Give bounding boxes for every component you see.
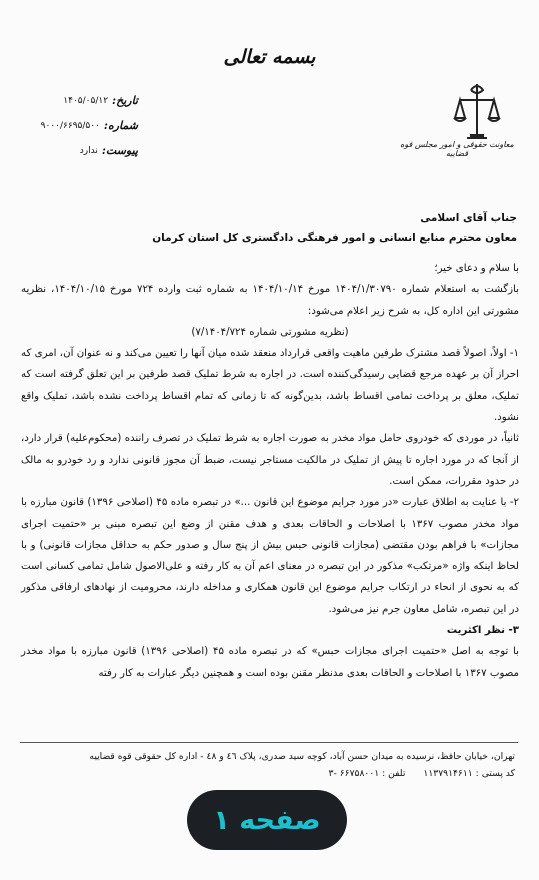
greeting: با سلام و دعای خیر؛ <box>434 263 519 274</box>
page-number-badge: صفحه ۱ <box>187 790 347 850</box>
attachment-value: ندارد <box>79 145 98 156</box>
organization-name: معاونت حقوقی و امور مجلس قوه قضاییه <box>400 140 514 158</box>
postal-code-label: کد پستی : <box>475 768 515 779</box>
phone-label: تلفن : <box>382 768 406 779</box>
footer-divider <box>20 742 518 743</box>
phone-value: ۶۶۷۵۸۰۰۱ -۳ <box>328 768 380 779</box>
number-value: ۹۰۰۰/۶۶۹۵/۵۰۰ <box>40 120 100 131</box>
addressee-title: معاون محترم منابع انسانی و امور فرهنگی دادگستری کل استان کرمان <box>152 232 517 244</box>
letter-heading: بسمه تعالی <box>223 46 316 68</box>
letter-footer <box>19 748 515 782</box>
number-label: شماره: <box>103 119 138 132</box>
intro-paragraph: بازگشت به استعلام شماره ۱۴۰۴/۱/۳۰۷۹۰ مورخ ۱۴۰۴/۱۰/۱۴ به شماره ثبت وارده ۷۲۴ مورخ ۱۴۰۴/۱۰/۱۵، نظریه مشورتی این اداره کل، به شرح زیر اعلام می‌شود: <box>21 284 519 317</box>
postal-code-value: ۱۱۳۷۹۱۴۶۱۱ <box>423 768 473 779</box>
addressee-block <box>17 208 517 248</box>
judiciary-emblem-icon <box>452 80 502 144</box>
addressee-name: جناب آقای اسلامی <box>420 212 517 224</box>
majority-opinion-heading: ۳- نظر اکثریت <box>446 625 519 637</box>
date-label: تاریخ: <box>112 94 138 107</box>
footer-address: تهران، خیابان حافظ، نرسیده به میدان حسن آباد، کوچه سید صدری، پلاک ٤٦ و ٤٨ - اداره کل حقوقی قوه قضاییه <box>89 751 515 762</box>
paragraph-3: ۲- با عنایت به اطلاق عبارت «در مورد جرایم موضوع این قانون ...» در تبصره ماده ۴۵ (اصلاحی ۱۳۹۶) قانون مبارزه با مواد مخدر مصوب ۱۳۶۷ با اصلاحات و الحاقات بعدی و هدف مقنن از وضع این تبصره مبنی بر «حتمیت اجرای مجازات» با فراهم بودن مقتضی (مجازات قانونی حبس بیش از پنج سال و صدور حکم به حداقل مجازات قانونی) و با لحاظ اینکه واژه «مرتکب» مذکور در این تبصره در معنای اعم آن به کار رفته و علی‌الاصول شامل تمامی کسانی است که به نحوی از انحاء در ارتکاب جرایم موضوع این قانون همکاری و مداخله دارند، محرومیت از نهادهای ارفاقی مذکور در این تبصره، شامل معاون جرم نیز می‌شود. <box>21 497 519 615</box>
attachment-label: پیوست: <box>101 144 138 157</box>
paragraph-1: ۱- اولاً، اصولاً قصد مشترک طرفین ماهیت واقعی قرارداد منعقد شده میان آنها را تعیین می‌کند و نه عنوان آن، امری که احراز آن بر عهده مرجع قضایی رسیدگی‌کننده است. در اجاره به شرط تملیک قصد طرفین بر این تعلق گرفته است که تملیک، معلق بر پرداخت تمامی اقساط باشد، بدین‌گونه که تا زمانی که تمام اقساط پرداخت نشده باشد، تملیک واقع نشود. <box>21 348 519 424</box>
date-value: ۱۴۰۵/۰۵/۱۲ <box>63 95 109 106</box>
paragraph-2: ثانیاً، در موردی که خودروی حامل مواد مخدر به صورت اجاره به شرط تملیک در تصرف راننده (محکوم‌علیه) قرار دارد، از آنجا که در مورد اجاره تا پیش از تملیک در مالکیت مستاجر نیست، ضبط آن مجوز قانونی ندارد و رد خودرو به مالک در حدود مقررات، ممکن است. <box>21 433 519 487</box>
letter-body <box>21 258 519 684</box>
paragraph-4: با توجه به اصل «حتمیت اجرای مجازات حبس» که در تبصره ماده ۴۵ (اصلاحی ۱۳۹۶) قانون مبارزه با مواد مخدر مصوب ۱۳۶۷ با اصلاحات و الحاقات بعدی مدنظر مقنن بوده است و همچنین دیگر عبارات به کار رفته <box>21 646 519 679</box>
opinion-number: (نظریه مشورتی شماره ۷/۱۴۰۴/۷۲۴) <box>191 326 349 338</box>
letter-meta <box>18 88 138 163</box>
